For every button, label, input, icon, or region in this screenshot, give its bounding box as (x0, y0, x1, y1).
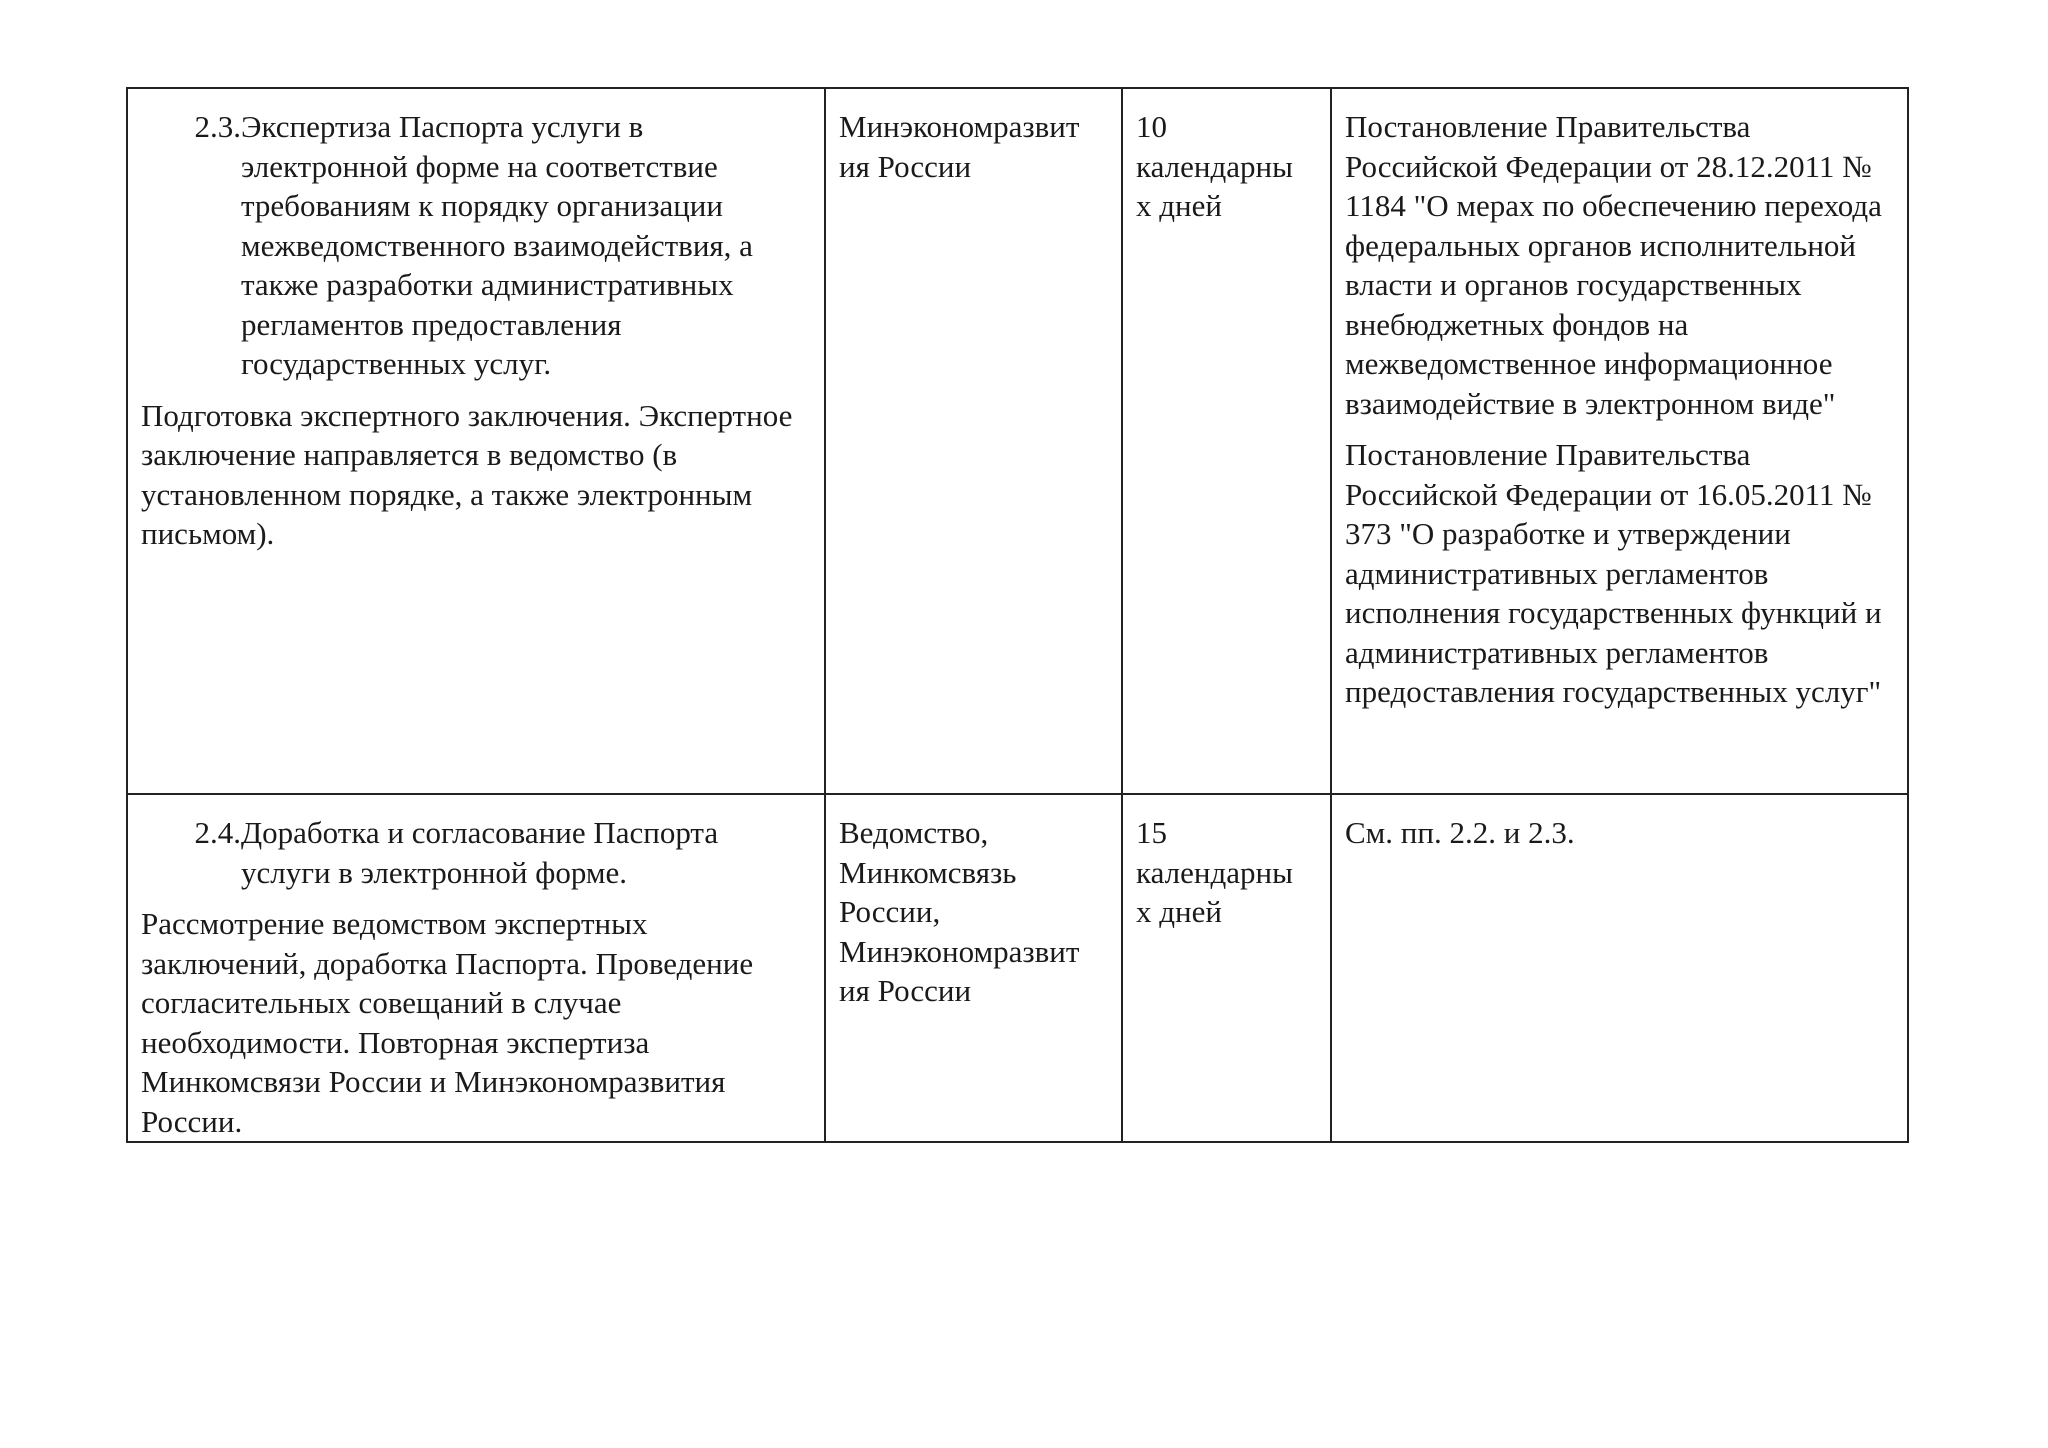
term-line: х дней (1136, 894, 1222, 929)
executor-cell (825, 794, 1122, 1142)
term-cell (1122, 88, 1331, 794)
term-cell (1122, 794, 1331, 1142)
basis-reference: Постановление Правительства Российской Федерации от 16.05.2011 № 373 "О разработке и утверждении административных регламентов исполнения государственных функций и административных регламентов предоставления государственных услуг" (1345, 437, 1882, 709)
table-row (127, 794, 1908, 1142)
term-line: календарны (1136, 148, 1293, 184)
item-description: Подготовка экспертного заключения. Экспертное заключение направляется в ведомство (в установленном порядке, а также электронным письмом). (141, 397, 793, 551)
item-heading (141, 107, 810, 384)
executor-line: Ведомство, (839, 815, 989, 850)
term-line: 15 (1136, 815, 1167, 850)
item-heading (141, 813, 810, 892)
task-cell (127, 88, 825, 794)
basis-cell (1331, 88, 1908, 794)
executor-line: ия России (839, 148, 972, 184)
executor-line: России, (839, 894, 941, 929)
term-line: 10 (1136, 109, 1167, 144)
item-description: Рассмотрение ведомством экспертных заключений, доработка Паспорта. Проведение согласительных совещаний в случае необходимости. Повторная экспертиза Минкомсвязи России и Минэкономразвития России. (141, 906, 754, 1139)
item-number: 2.3. (194, 109, 241, 144)
executor-line: Минэкономразвит (839, 933, 1080, 969)
term-line: х дней (1136, 188, 1222, 223)
executor-line: ия России (839, 973, 972, 1008)
document-table (126, 87, 1909, 1143)
item-number: 2.4. (194, 815, 241, 850)
item-title: Экспертиза Паспорта услуги в электронной форме на соответствие требованиям к порядку организации межведомственного взаимодействия, а также разработки административных регламентов предоставления государственных услуг. (241, 109, 753, 381)
table-row (127, 88, 1908, 794)
basis-reference: См. пп. 2.2. и 2.3. (1345, 815, 1575, 850)
basis-reference: Постановление Правительства Российской Федерации от 28.12.2011 № 1184 "О мерах по обеспечению перехода федеральных органов исполнительной власти и органов государственных внебюджетных фондов на межведомственное информационное взаимодействие в электронном виде" (1345, 109, 1882, 421)
term-line: календарны (1136, 854, 1293, 890)
task-cell (127, 794, 825, 1142)
executor-line: Минэкономразвит (839, 109, 1080, 144)
executor-cell (825, 88, 1122, 794)
executor-line: Минкомсвязь (839, 854, 1017, 890)
basis-cell (1331, 794, 1908, 1142)
item-title: Доработка и согласование Паспорта услуги в электронной форме. (241, 815, 719, 890)
